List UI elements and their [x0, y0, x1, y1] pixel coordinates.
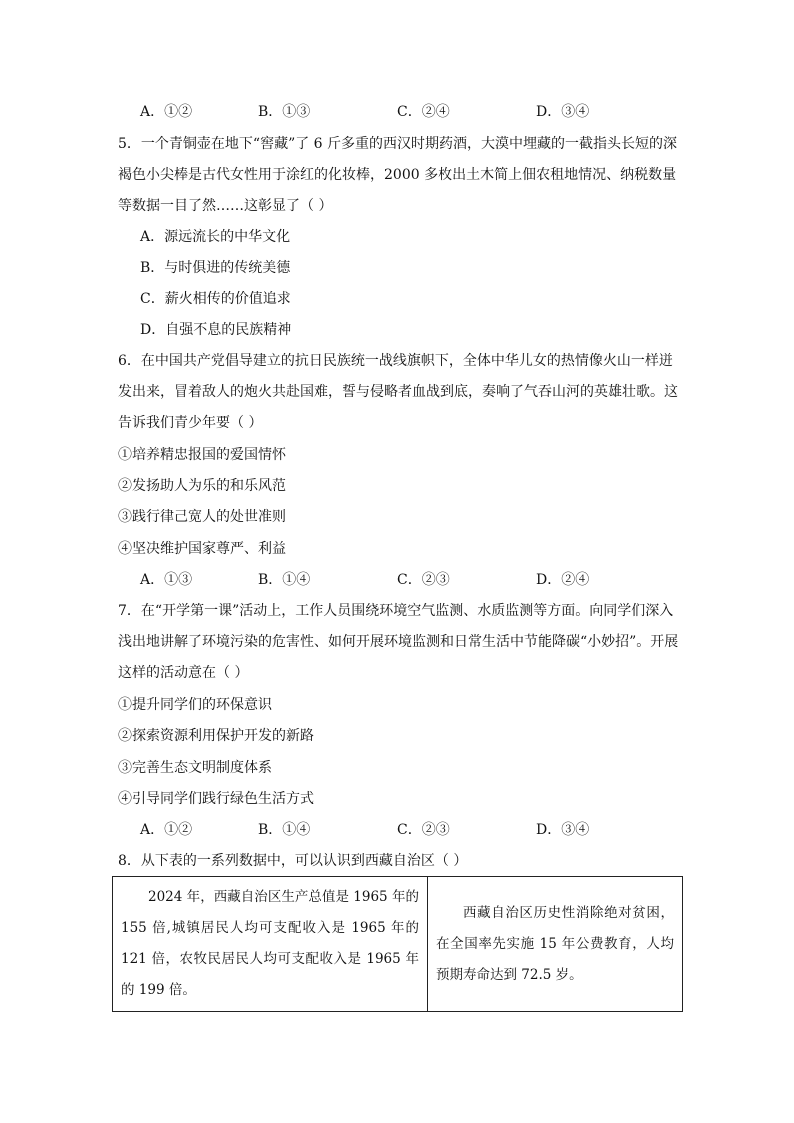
q8-table-right-text: 西藏自治区历史性消除绝对贫困，在全国率先实施 15 年公费教育，人均预期寿命达到 72.5 岁。	[436, 904, 674, 983]
q5-stem-line-3: 等数据一目了然……这彰显了（ ）	[118, 198, 333, 214]
q7-option-d[interactable]: D．③④	[536, 822, 590, 838]
table-row	[113, 877, 683, 1012]
q7-option-c[interactable]: C．②③	[397, 822, 450, 838]
q5-stem-line-1: 5．一个青铜壶在地下“窖藏”了 6 斤多重的西汉时期药酒，大漠中埋藏的一截指头长短的深	[118, 136, 678, 152]
q4-options	[140, 102, 660, 122]
q4-option-b[interactable]: B．①③	[258, 104, 311, 120]
q4-option-a[interactable]: A．①②	[140, 104, 193, 120]
q5-choice-a[interactable]: A．源远流长的中华文化	[140, 229, 291, 245]
q6-statement-2: ②发扬助人为乐的和乐风范	[118, 478, 286, 494]
q6-option-c[interactable]: C．②③	[397, 572, 450, 588]
q6-option-d[interactable]: D．②④	[536, 572, 590, 588]
q6-stem-line-3: 告诉我们青少年要（ ）	[118, 415, 263, 431]
q8-table-cell-right	[428, 877, 683, 1012]
q6-stem-line-1: 6．在中国共产党倡导建立的抗日民族统一战线旗帜下，全体中华儿女的热情像火山一样迸	[118, 353, 673, 369]
q7-stem-line-2: 浅出地讲解了环境污染的危害性、如何开展环境监测和日常生活中节能降碳“小妙招”。开展	[118, 634, 679, 650]
q7-statement-1: ①提升同学们的环保意识	[118, 697, 272, 713]
q8-table-left-text: 2024 年，西藏自治区生产总值是 1965 年的 155 倍,城镇居民人均可支配收入是 1965 年的 121 倍，农牧民居民人均可支配收入是 1965 年的 199 倍。	[121, 889, 419, 998]
q4-option-c[interactable]: C．②④	[397, 104, 450, 120]
q7-statement-2: ②探索资源利用保护开发的新路	[118, 728, 314, 744]
q8-data-table	[112, 876, 683, 1012]
q7-stem-line-1: 7．在“开学第一课”活动上，工作人员围绕环境空气监测、水质监测等方面。向同学们深入	[118, 603, 674, 619]
q7-stem-line-3: 这样的活动意在（ ）	[118, 665, 249, 681]
q6-option-b[interactable]: B．①④	[258, 572, 311, 588]
q7-statement-3: ③完善生态文明制度体系	[118, 760, 272, 776]
q5-choice-c[interactable]: C．薪火相传的价值追求	[140, 291, 291, 307]
q6-options	[140, 570, 660, 590]
q5-choice-b[interactable]: B．与时俱进的传统美德	[140, 260, 291, 276]
q6-statement-4: ④坚决维护国家尊严、利益	[118, 541, 286, 557]
q6-statement-1: ①培养精忠报国的爱国情怀	[118, 447, 286, 463]
q5-stem-line-2: 褐色小尖棒是古代女性用于涂红的化妆棒，2000 多枚出土木简上佃农租地情况、纳税数量	[118, 167, 677, 183]
q5-choice-d[interactable]: D．自强不息的民族精神	[140, 322, 292, 338]
q6-stem-line-2: 发出来，冒着敌人的炮火共赴国难，誓与侵略者血战到底，奏响了气吞山河的英雄壮歌。这	[118, 384, 678, 400]
q6-statement-3: ③践行律己宽人的处世准则	[118, 509, 286, 525]
q7-option-a[interactable]: A．①②	[140, 822, 193, 838]
q6-option-a[interactable]: A．①③	[140, 572, 193, 588]
q8-table-cell-left	[113, 877, 428, 1012]
q8-stem: 8．从下表的一系列数据中，可以认识到西藏自治区（ ）	[118, 853, 468, 869]
q7-statement-4: ④引导同学们践行绿色生活方式	[118, 791, 314, 807]
q4-option-d[interactable]: D．③④	[536, 104, 590, 120]
q7-option-b[interactable]: B．①④	[258, 822, 311, 838]
q7-options	[140, 820, 660, 840]
